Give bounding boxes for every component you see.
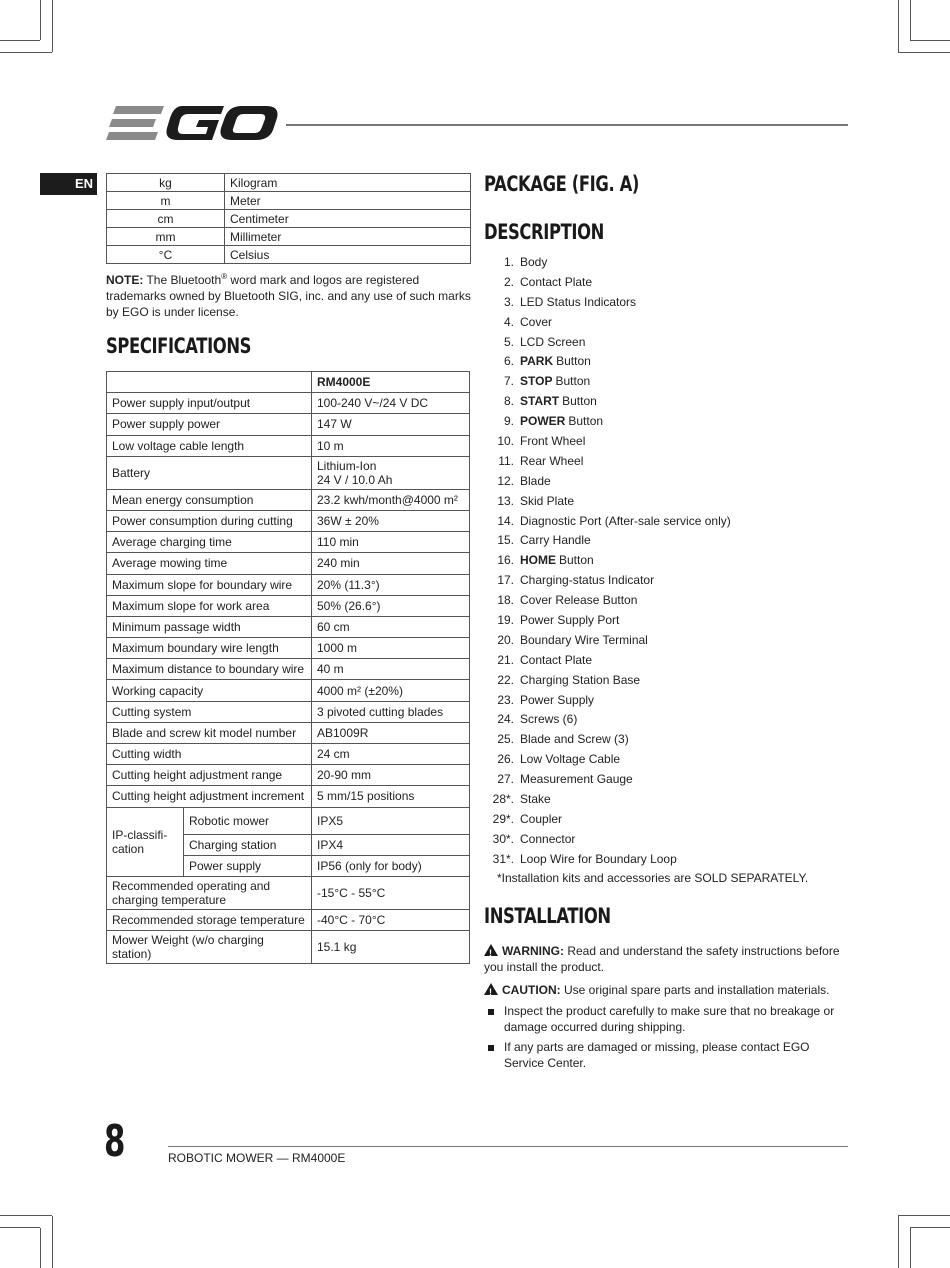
caution-text: Use original spare parts and installation materials.	[560, 983, 830, 997]
unit-name: Millimeter	[225, 228, 471, 246]
item-number: 5.	[503, 334, 514, 349]
list-item	[484, 652, 731, 672]
header-rule	[286, 124, 848, 126]
item-text	[520, 314, 552, 334]
list-item	[484, 632, 731, 652]
specifications-table	[106, 371, 470, 964]
item-number: 20.	[497, 632, 514, 647]
item-bold: START	[520, 394, 560, 409]
warning-notice	[484, 943, 849, 975]
item-number: 16.	[497, 553, 514, 568]
ip-item-value: IPX4	[312, 834, 470, 855]
table-row	[107, 435, 470, 456]
crop-mark	[40, 1228, 41, 1268]
spec-label: Battery	[107, 456, 312, 489]
spec-value-text: 23.2 kwh/month@4000 m²	[317, 492, 458, 507]
crop-mark	[910, 0, 911, 40]
spec-value-text: 240 min	[317, 556, 360, 571]
crop-mark	[52, 1216, 53, 1268]
item-label: Button	[562, 394, 597, 409]
item-label: Charging Station Base	[520, 672, 641, 687]
item-number: 4.	[503, 314, 514, 329]
spec-label: Power supply input/output	[107, 393, 312, 414]
item-number: 31*.	[492, 851, 514, 866]
spec-label-text: Mower Weight (w/o charging station)	[112, 933, 264, 962]
spec-value-text: 147 W	[317, 417, 352, 432]
unit-name: Centimeter	[225, 210, 471, 228]
spec-label: Power consumption during cutting	[107, 510, 312, 531]
spec-value-text: 20% (11.3°)	[317, 577, 380, 592]
note-text-a: The Bluetooth	[143, 273, 222, 287]
item-label: Button	[555, 374, 591, 389]
list-item	[484, 672, 731, 692]
spec-label: Blade and screw kit model number	[107, 722, 312, 743]
unit-abbr: cm	[107, 210, 225, 228]
warning-label: WARNING:	[502, 944, 564, 958]
item-number: 23.	[497, 692, 514, 707]
item-text	[520, 393, 597, 413]
crop-mark	[898, 0, 899, 52]
table-row	[107, 228, 471, 246]
spec-value	[312, 393, 470, 414]
item-label: Button	[568, 414, 604, 429]
item-label: Body	[520, 255, 548, 269]
item-label: Cover Release Button	[520, 593, 638, 608]
item-text	[520, 493, 574, 513]
spec-label: Average mowing time	[107, 553, 312, 574]
item-label: Button	[556, 354, 591, 369]
table-row	[107, 909, 470, 930]
list-item	[484, 334, 731, 354]
table-row	[107, 638, 470, 659]
list-item	[484, 572, 731, 592]
item-label: Power Supply Port	[520, 613, 620, 628]
model-header: RM4000E	[312, 372, 470, 393]
ip-label-text: IP-classifi-	[112, 827, 168, 842]
page-number: 8	[104, 1116, 126, 1167]
caution-label: CAUTION:	[502, 983, 561, 997]
spec-label: Maximum slope for boundary wire	[107, 574, 312, 595]
spec-label	[107, 876, 312, 909]
list-item	[484, 811, 731, 831]
list-item	[484, 612, 731, 632]
item-text	[520, 731, 629, 751]
list-item	[484, 731, 731, 751]
item-number: 28*.	[492, 792, 514, 807]
item-text	[520, 592, 637, 612]
item-label: Stake	[520, 792, 551, 807]
item-text	[520, 294, 636, 314]
spec-label: Maximum boundary wire length	[107, 638, 312, 659]
item-number: 25.	[497, 732, 514, 747]
spec-value-text: 20-90 mm	[317, 768, 372, 783]
list-item	[484, 592, 731, 612]
spec-value	[312, 722, 470, 743]
spec-value-text: 50% (26.6°)	[317, 598, 381, 613]
list-item	[484, 393, 731, 413]
spec-value	[312, 659, 470, 680]
spec-value: -40°C - 70°C	[312, 909, 470, 930]
item-text	[520, 513, 731, 533]
item-number: 29*.	[492, 811, 514, 826]
install-bullet	[486, 1039, 846, 1071]
table-row	[107, 246, 471, 264]
item-number: 14.	[497, 513, 514, 528]
spec-value	[312, 553, 470, 574]
item-number: 10.	[497, 434, 514, 449]
unit-abbr: kg	[107, 174, 225, 192]
footer-rule	[168, 1146, 848, 1147]
spec-label: Cutting width	[107, 744, 312, 765]
spec-value-text: 24 V / 10.0 Ah	[317, 472, 393, 487]
spec-value	[312, 435, 470, 456]
ip-class-label	[107, 807, 184, 876]
item-number: 18.	[497, 593, 514, 608]
item-label: Button	[559, 553, 594, 568]
table-row	[107, 931, 470, 964]
table-row	[107, 701, 470, 722]
item-number: 1.	[503, 255, 514, 269]
item-number: 7.	[503, 374, 514, 389]
table-row	[107, 393, 470, 414]
item-number: 9.	[503, 414, 514, 429]
list-item	[484, 453, 731, 473]
table-row	[107, 876, 470, 909]
item-label: Rear Wheel	[520, 453, 584, 468]
item-text	[520, 851, 677, 871]
crop-mark	[910, 1227, 950, 1228]
item-number: 30*.	[492, 831, 514, 846]
list-item	[484, 751, 731, 771]
item-text	[520, 353, 591, 373]
parts-list	[484, 254, 731, 871]
ego-logo-graphic	[106, 104, 278, 144]
item-label: Cover	[520, 314, 553, 329]
spec-label	[107, 931, 312, 964]
list-item	[484, 433, 731, 453]
list-item	[484, 513, 731, 533]
list-item	[484, 294, 731, 314]
table-row	[107, 680, 470, 701]
spec-value	[312, 595, 470, 616]
item-label: Diagnostic Port (After-sale service only)	[520, 513, 731, 528]
item-text	[520, 572, 654, 592]
item-label: Contact Plate	[520, 652, 593, 667]
specifications-heading: SPECIFICATIONS	[106, 334, 252, 358]
spec-value	[312, 532, 470, 553]
item-text	[520, 254, 547, 274]
spec-value	[312, 489, 470, 510]
table-row	[107, 807, 470, 834]
item-text	[520, 652, 592, 672]
item-label: Carry Handle	[520, 533, 591, 548]
spec-label-text: Recommended operating and	[112, 878, 271, 893]
spec-label-text: Recommended storage temperature	[112, 913, 305, 928]
list-item	[484, 413, 731, 433]
item-number: 17.	[497, 573, 514, 588]
item-text	[520, 791, 551, 811]
item-text	[520, 373, 590, 393]
item-label: Loop Wire for Boundary Loop	[520, 851, 677, 866]
spec-label: Mean energy consumption	[107, 489, 312, 510]
item-bold: STOP	[520, 374, 553, 389]
bluetooth-note	[106, 269, 476, 320]
crop-mark	[910, 40, 950, 41]
item-label: Skid Plate	[520, 493, 575, 508]
item-label: Front Wheel	[520, 434, 586, 449]
list-item	[484, 314, 731, 334]
item-label: Charging-status Indicator	[520, 573, 655, 588]
spec-value-text: 24 cm	[317, 747, 350, 762]
table-row	[107, 722, 470, 743]
table-row	[107, 616, 470, 637]
spec-value-text: 100-240 V~/24 V DC	[317, 396, 429, 411]
item-number: 11.	[498, 453, 514, 468]
warning-icon	[484, 983, 498, 995]
spec-value-text: 36W ± 20%	[317, 514, 379, 529]
item-label: Coupler	[520, 811, 563, 826]
spec-value-text: 10 m	[317, 438, 344, 453]
item-label: Boundary Wire Terminal	[520, 632, 648, 647]
item-text	[520, 692, 594, 712]
item-text	[520, 552, 594, 572]
item-label: Blade and Screw (3)	[520, 732, 629, 747]
list-item	[484, 373, 731, 393]
caution-notice	[484, 982, 849, 998]
list-item	[484, 831, 731, 851]
table-row	[107, 210, 471, 228]
crop-mark	[910, 1228, 911, 1268]
spec-label: Cutting system	[107, 701, 312, 722]
list-item	[484, 274, 731, 294]
item-bold: HOME	[520, 553, 556, 568]
spec-value-text: 60 cm	[317, 619, 350, 634]
install-bullet	[486, 1003, 846, 1035]
item-label: Screws (6)	[520, 712, 578, 727]
description-heading: DESCRIPTION	[484, 220, 604, 244]
spec-value	[312, 680, 470, 701]
spec-value-text: AB1009R	[317, 725, 369, 740]
item-label: Connector	[520, 831, 576, 846]
table-row	[107, 489, 470, 510]
spec-label: Cutting height adjustment range	[107, 765, 312, 786]
ip-item-label: Charging station	[184, 834, 312, 855]
bullet-text: If any parts are damaged or missing, please contact EGO Service Center.	[504, 1040, 810, 1070]
spec-label: Minimum passage width	[107, 616, 312, 637]
units-table	[106, 173, 471, 264]
spec-label: Low voltage cable length	[107, 435, 312, 456]
unit-name: Celsius	[225, 246, 471, 264]
item-text	[520, 811, 562, 831]
spec-value-text: Lithium-Ion	[317, 458, 377, 473]
item-number: 27.	[497, 772, 514, 787]
spec-value-text: 110 min	[317, 535, 359, 550]
spec-value: -15°C - 55°C	[312, 876, 470, 909]
item-number: 13.	[497, 493, 514, 508]
ip-item-value: IPX5	[312, 807, 470, 834]
table-row	[107, 595, 470, 616]
item-label: LED Status Indicators	[520, 294, 637, 309]
square-bullet-icon	[488, 1045, 494, 1051]
spec-value	[312, 744, 470, 765]
unit-abbr: °C	[107, 246, 225, 264]
spec-value: 15.1 kg	[312, 931, 470, 964]
list-item	[484, 771, 731, 791]
crop-mark	[898, 1216, 899, 1268]
unit-abbr: mm	[107, 228, 225, 246]
spec-label: Cutting height adjustment increment	[107, 786, 312, 807]
spec-label: Power supply power	[107, 414, 312, 435]
item-text	[520, 334, 585, 354]
table-row	[107, 659, 470, 680]
table-row	[107, 765, 470, 786]
item-bold: PARK	[520, 354, 554, 369]
ego-logo	[106, 104, 278, 144]
note-text-b: word mark and logos are registered trademarks owned by Bluetooth SIG, inc. and any use of such marks by EGO is under license.	[106, 273, 471, 319]
note-sup: ®	[221, 272, 228, 281]
item-text	[520, 672, 640, 692]
item-label: Power Supply	[520, 692, 595, 707]
item-label: Low Voltage Cable	[520, 752, 621, 767]
table-row	[107, 174, 471, 192]
ip-item-value: IP56 (only for body)	[312, 855, 470, 876]
crop-mark	[52, 0, 53, 52]
item-text	[520, 632, 648, 652]
list-item	[484, 692, 731, 712]
spec-value	[312, 574, 470, 595]
table-row	[107, 192, 471, 210]
item-text	[520, 532, 591, 552]
item-number: 24.	[497, 712, 514, 727]
list-item	[484, 353, 731, 373]
spec-value	[312, 786, 470, 807]
item-number: 21.	[497, 652, 514, 667]
item-text	[520, 751, 620, 771]
footer-text: ROBOTIC MOWER — RM4000E	[168, 1151, 346, 1165]
warning-text: Read and understand the safety instructions before you install the product.	[484, 944, 840, 974]
spec-value	[312, 414, 470, 435]
item-number: 26.	[497, 752, 514, 767]
item-number: 12.	[497, 473, 514, 488]
table-header-row	[107, 372, 470, 393]
item-number: 15.	[497, 533, 514, 548]
spec-value-text: 4000 m² (±20%)	[317, 683, 403, 698]
spec-label	[107, 909, 312, 930]
table-row	[107, 574, 470, 595]
spec-label-text: charging temperature	[112, 892, 227, 907]
item-text	[520, 771, 633, 791]
ip-item-label: Power supply	[184, 855, 312, 876]
crop-mark	[898, 1215, 950, 1216]
note-label: NOTE:	[106, 273, 144, 287]
spec-value-text: 3 pivoted cutting blades	[317, 704, 444, 719]
bullet-text: Inspect the product carefully to make sure that no breakage or damage occurred during shipping.	[504, 1004, 835, 1034]
item-text	[520, 413, 603, 433]
unit-name: Meter	[225, 192, 471, 210]
spec-value	[312, 456, 470, 489]
item-bold: POWER	[520, 414, 566, 429]
square-bullet-icon	[488, 1009, 494, 1015]
table-row	[107, 510, 470, 531]
spec-value	[312, 510, 470, 531]
table-row	[107, 744, 470, 765]
item-number: 8.	[503, 394, 514, 409]
list-item	[484, 254, 731, 274]
spec-value	[312, 765, 470, 786]
crop-mark	[0, 1227, 40, 1228]
item-text	[520, 831, 575, 851]
spec-label: Maximum slope for work area	[107, 595, 312, 616]
parts-footnote: *Installation kits and accessories are SOLD SEPARATELY.	[497, 871, 809, 885]
spec-value	[312, 616, 470, 637]
spec-label: Maximum distance to boundary wire	[107, 659, 312, 680]
item-number: 2.	[503, 274, 514, 289]
spec-label: Average charging time	[107, 532, 312, 553]
table-row	[107, 414, 470, 435]
item-label: LCD Screen	[520, 334, 586, 349]
item-text	[520, 711, 577, 731]
list-item	[484, 711, 731, 731]
unit-name: Kilogram	[225, 174, 471, 192]
spec-label: Working capacity	[107, 680, 312, 701]
unit-abbr: m	[107, 192, 225, 210]
spec-value-text: 5 mm/15 positions	[317, 789, 415, 804]
warning-icon	[484, 944, 498, 956]
spec-value	[312, 638, 470, 659]
item-number: 6.	[503, 354, 514, 369]
package-heading: PACKAGE (FIG. A)	[484, 172, 639, 196]
table-row	[107, 532, 470, 553]
item-number: 22.	[497, 672, 514, 687]
spec-value-text: 1000 m	[317, 641, 358, 656]
table-row	[107, 786, 470, 807]
crop-mark	[0, 40, 40, 41]
list-item	[484, 532, 731, 552]
spec-value-text: 40 m	[317, 662, 344, 677]
list-item	[484, 473, 731, 493]
spec-blank-header	[107, 372, 312, 393]
crop-mark	[40, 0, 41, 40]
item-number: 3.	[503, 294, 514, 309]
ip-label-text: cation	[112, 841, 145, 856]
item-label: Measurement Gauge	[520, 772, 633, 787]
list-item	[484, 552, 731, 572]
item-text	[520, 473, 551, 493]
item-text	[520, 612, 619, 632]
table-row	[107, 456, 470, 489]
item-text	[520, 433, 585, 453]
list-item	[484, 493, 731, 513]
item-label: Contact Plate	[520, 274, 593, 289]
spec-value	[312, 701, 470, 722]
item-text	[520, 274, 592, 294]
crop-mark	[898, 52, 950, 53]
installation-heading: INSTALLATION	[484, 904, 611, 928]
item-label: Blade	[520, 473, 551, 488]
ip-item-label: Robotic mower	[184, 807, 312, 834]
language-tab: EN	[40, 173, 97, 195]
table-row	[107, 553, 470, 574]
list-item	[484, 851, 731, 871]
item-number: 19.	[497, 613, 514, 628]
item-text	[520, 453, 583, 473]
list-item	[484, 791, 731, 811]
crop-mark	[0, 1215, 52, 1216]
crop-mark	[0, 52, 52, 53]
